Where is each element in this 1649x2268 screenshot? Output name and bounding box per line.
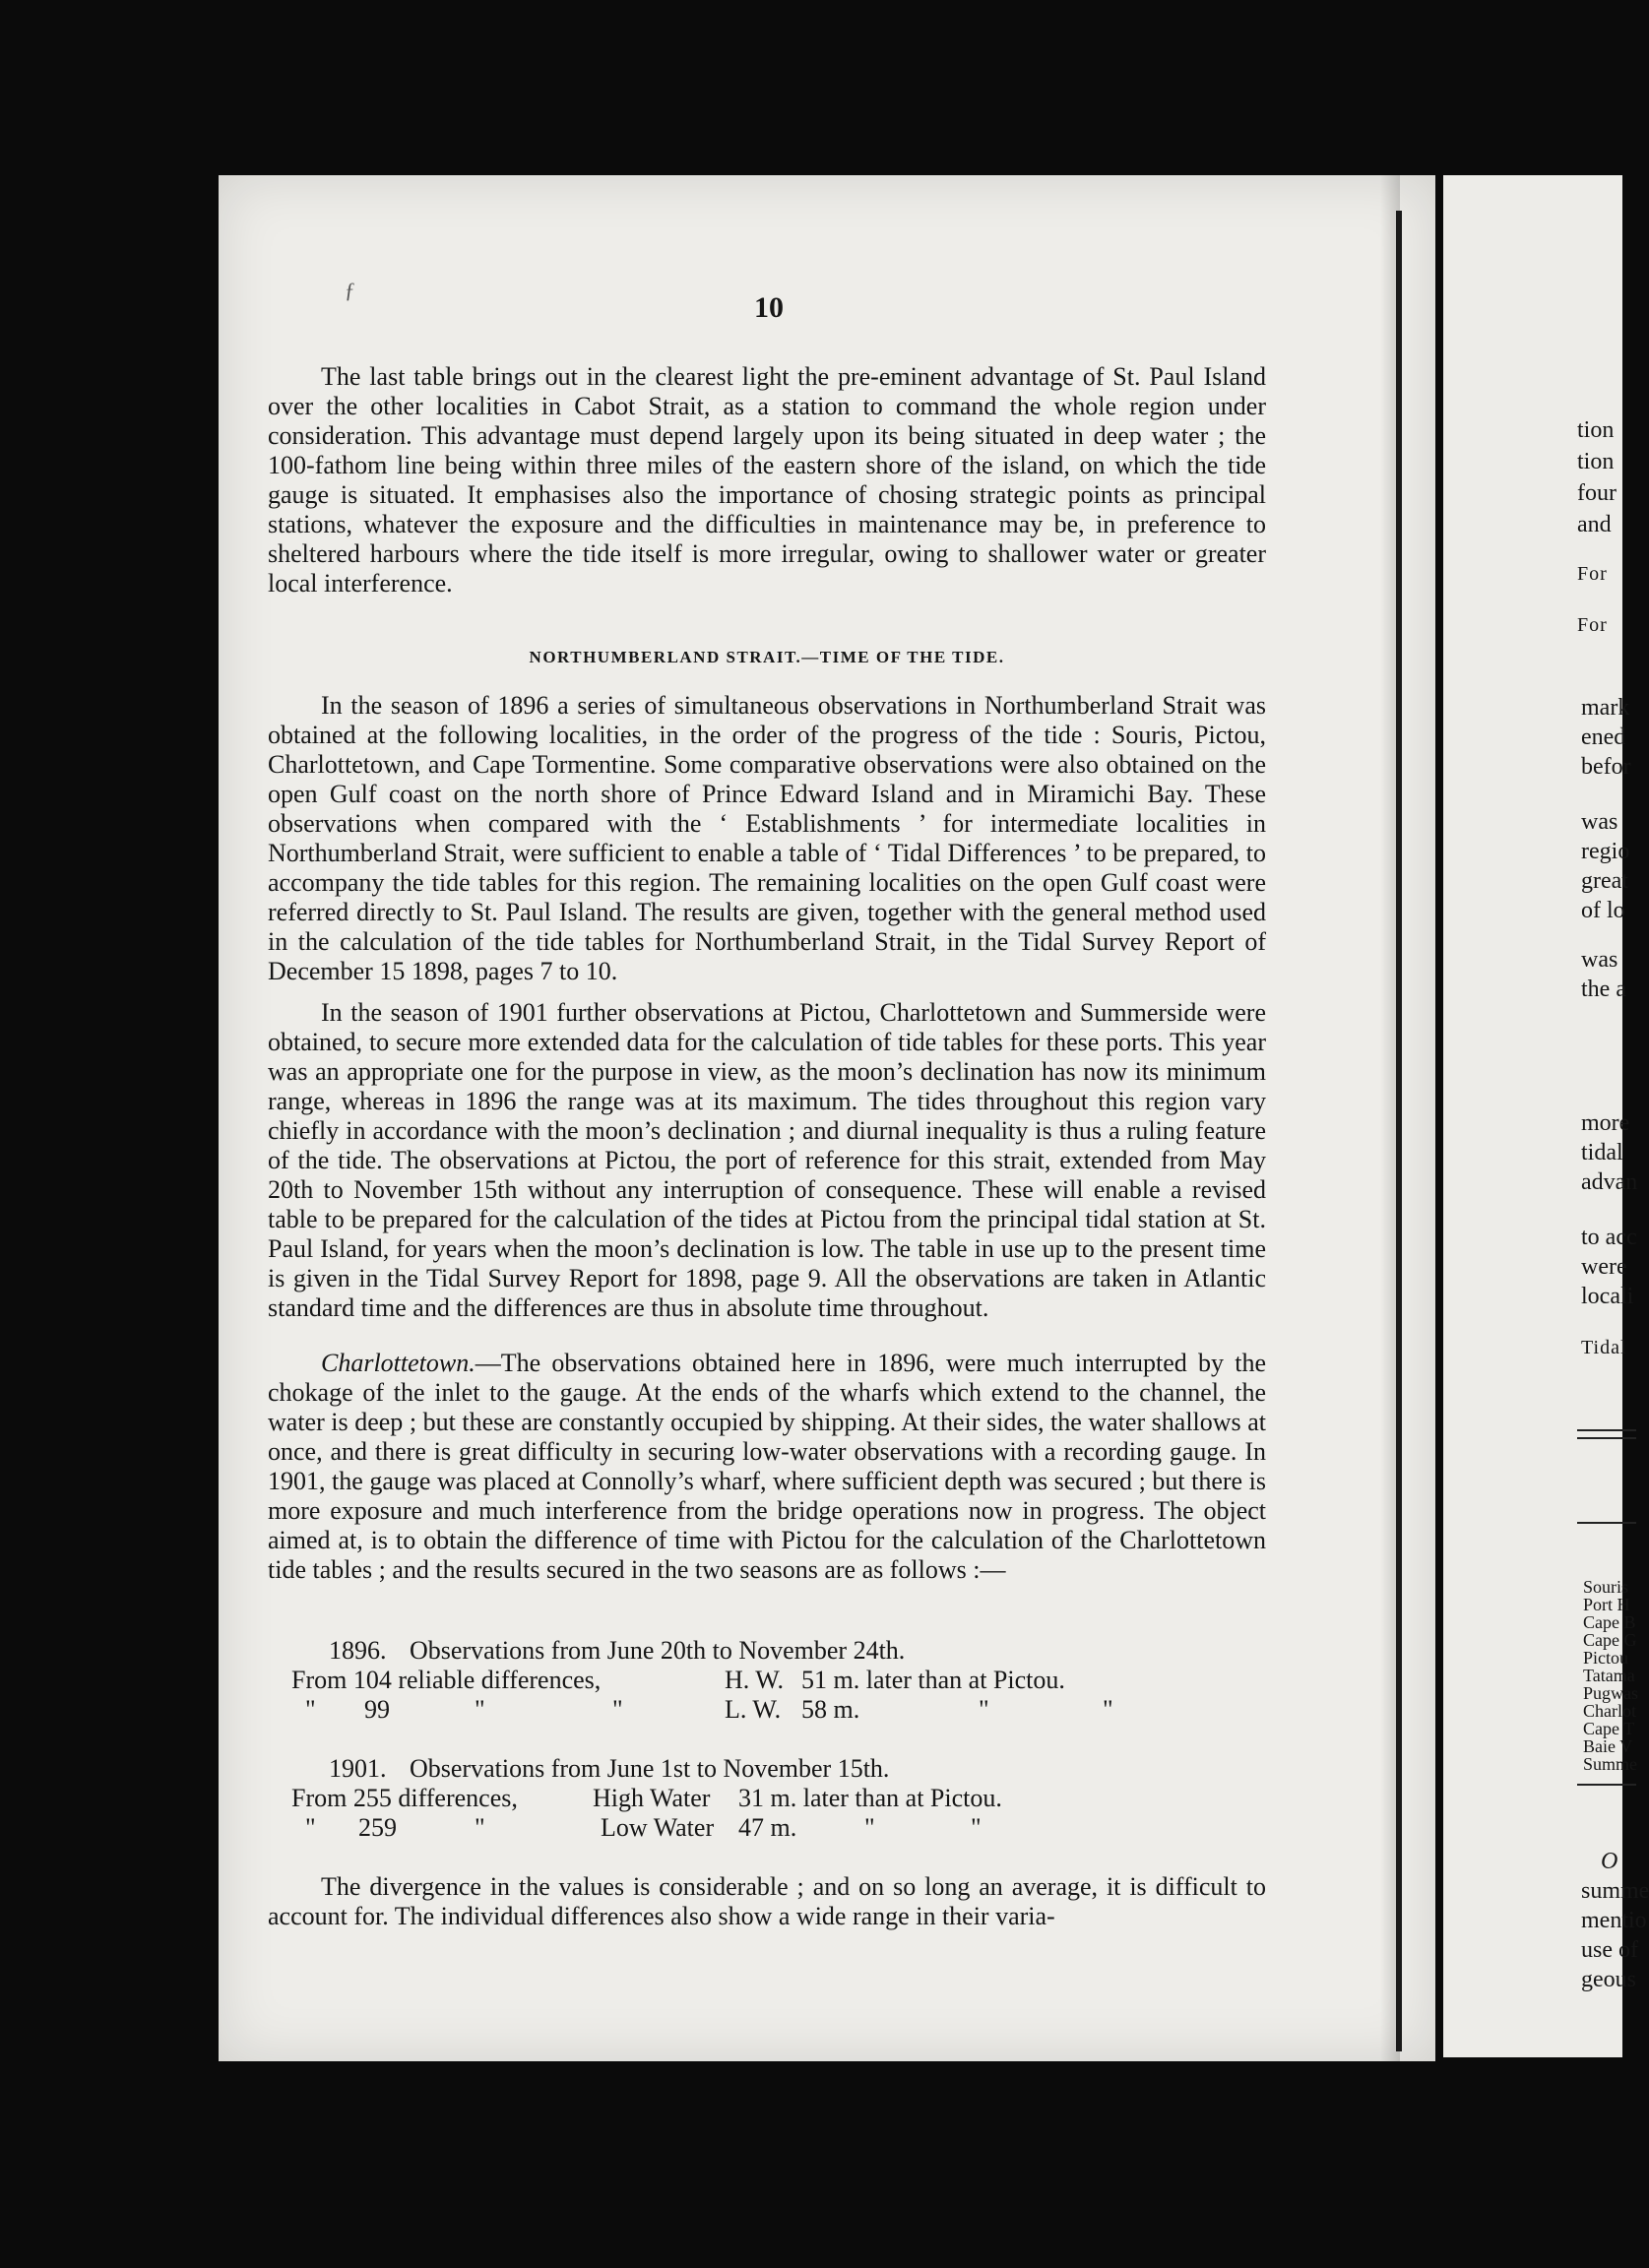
fragment-line: befor xyxy=(1581,754,1631,780)
charlottetown-lead: Charlottetown. xyxy=(321,1349,476,1377)
fragment-line: were xyxy=(1581,1254,1627,1280)
fragment-line: more xyxy=(1581,1110,1630,1136)
paragraph-charlottetown xyxy=(268,1349,1266,1585)
page-mark: ƒ xyxy=(345,278,355,302)
table-rule xyxy=(1577,1784,1636,1786)
obs-value: 58 m. xyxy=(801,1695,860,1724)
paragraph-text: The last table brings out in the clearest light the pre-eminent advantage of St. Paul Island over the other localities in Cabot Strait, as a station to command the whole region under consideration. This advantage must depend largely upon its being situated in deep water ; the 100-fathom line being within three miles of the eastern shore of the island, on which the tide gauge is situated. It emphasises also the importance of chosing strategic points as principal stations, whatever the exposure and the difficulties in maintenance may be, in preference to sheltered harbours where the tide itself is more irregular, owing to shallower water or greater local interference. xyxy=(268,362,1266,598)
left-page xyxy=(219,175,1435,2061)
fragment-line: to acc xyxy=(1581,1225,1637,1250)
obs-row xyxy=(268,1666,1266,1695)
table-locality: Summe xyxy=(1583,1754,1638,1774)
paragraph-divergence xyxy=(268,1872,1266,1931)
table-locality: Port H xyxy=(1583,1595,1630,1614)
fragment-line: was xyxy=(1581,809,1618,835)
observations-1901 xyxy=(268,1754,1266,1843)
obs-water: Low Water xyxy=(601,1813,715,1842)
obs-water: H. W. xyxy=(725,1666,784,1694)
observations-1896 xyxy=(268,1636,1266,1725)
fragment-line: advan xyxy=(1581,1169,1638,1195)
obs-row xyxy=(268,1813,1266,1843)
obs-year: 1901. xyxy=(329,1754,387,1783)
fragment-line: O xyxy=(1601,1849,1618,1874)
obs-row xyxy=(268,1784,1266,1813)
obs-value: 31 m. later than at Pictou. xyxy=(738,1784,1002,1812)
book-gutter xyxy=(1396,211,1402,2051)
ditto-mark: " xyxy=(305,1813,316,1842)
fragment-line: the a xyxy=(1581,976,1626,1002)
table-locality: Charlot xyxy=(1583,1701,1636,1721)
fragment-line: regio xyxy=(1581,839,1630,864)
fragment-line: mentio xyxy=(1581,1908,1647,1933)
fragment-line: great xyxy=(1581,868,1628,894)
fragment-line: ened xyxy=(1581,724,1626,750)
fragment-line: tion xyxy=(1577,449,1615,474)
ditto-mark: " xyxy=(475,1813,485,1842)
paragraph-text: In the season of 1896 a series of simultaneous observations in Northumberland Strait was obtained at the following localities, in the order of the progress of the tide : Souris, Pictou, Charlottetown, and Cape Tormentine. Some comparative observations were also obtained on the open Gulf coast on the north shore of Prince Edward Island and in Miramichi Bay. These observations when compared with the ‘ Establishments ’ for intermediate localities in Northumberland Strait, were sufficient to enable a table of ‘ Tidal Differences ’ to be prepared, to accompany the tide tables for this region. The remaining localities on the open Gulf coast were referred directly to St. Paul Island. The results are given, together with the general method used in the calculation of the tide tables for Northumberland Strait, in the Tidal Survey Report of December 15 1898, pages 7 to 10. xyxy=(268,691,1266,985)
table-locality: Cape B xyxy=(1583,1612,1636,1632)
table-rule xyxy=(1577,1522,1636,1524)
fragment-line: For xyxy=(1577,563,1608,585)
fragment-line: summe xyxy=(1581,1878,1649,1904)
obs-title-line xyxy=(268,1754,1266,1784)
ditto-mark: " xyxy=(971,1813,982,1842)
paragraph-cabot-strait xyxy=(268,362,1266,598)
obs-count: 259 xyxy=(358,1813,397,1842)
obs-count: 99 xyxy=(364,1695,390,1724)
obs-row xyxy=(268,1695,1266,1725)
table-locality: Tatama xyxy=(1583,1666,1635,1685)
obs-water: L. W. xyxy=(725,1695,782,1724)
ditto-mark: " xyxy=(979,1695,989,1724)
fragment-line: For xyxy=(1577,614,1608,636)
fragment-line: was xyxy=(1581,947,1618,973)
table-locality: Souris xyxy=(1583,1577,1629,1597)
paragraph-text xyxy=(268,1349,1266,1585)
section-heading: NORTHUMBERLAND STRAIT.—TIME OF THE TIDE. xyxy=(529,648,1005,666)
obs-water: High Water xyxy=(593,1784,711,1812)
ditto-mark: " xyxy=(475,1695,485,1724)
fragment-line: use of xyxy=(1581,1937,1638,1963)
right-page-fragment xyxy=(1443,175,1649,2057)
fragment-line: tidal xyxy=(1581,1140,1623,1166)
table-rule xyxy=(1577,1429,1636,1431)
paragraph-season-1896 xyxy=(268,691,1266,986)
fragment-line: locali xyxy=(1581,1284,1634,1309)
fragment-line: of lo xyxy=(1581,898,1625,923)
obs-period: Observations from June 1st to November 15th. xyxy=(410,1754,890,1783)
table-locality: Pictou xyxy=(1583,1648,1629,1668)
paragraph-text: In the season of 1901 further observations at Pictou, Charlottetown and Summerside were obtained, to secure more extended data for the calculation of tide tables for these ports. This year was an appropriate one for the purpose in view, as the moon’s declination has now its minimum range, whereas in 1896 the range was at its maximum. The tides throughout this region vary chiefly in accordance with the moon’s declination ; and diurnal inequality is thus a ruling feature of the tide. The observations at Pictou, the port of reference for this strait, extended from May 20th to November 15th without any interruption of consequence. These will enable a revised table to be prepared for the calculation of the tides at Pictou from the principal tidal station at St. Paul Island, for years when the moon’s declination is low. The table in use up to the present time is given in the Tidal Survey Report for 1898, page 9. All the observations are taken in Atlantic standard time and the differences are thus in absolute time throughout. xyxy=(268,998,1266,1322)
obs-value: 51 m. later than at Pictou. xyxy=(801,1666,1065,1694)
table-locality: Baie V xyxy=(1583,1736,1633,1756)
obs-title-line xyxy=(268,1636,1266,1666)
fragment-line: and xyxy=(1577,512,1612,537)
obs-lead: From 104 reliable differences, xyxy=(291,1666,602,1694)
paragraph-text: The divergence in the values is considerable ; and on so long an average, it is difficult to account for. The individual differences also show a wide range in their varia- xyxy=(268,1872,1266,1930)
fragment-line: Tidal xyxy=(1581,1337,1627,1358)
table-locality: Cape T xyxy=(1583,1719,1635,1738)
page-number: 10 xyxy=(754,291,784,324)
ditto-mark: " xyxy=(1103,1695,1113,1724)
fragment-line: four xyxy=(1577,480,1617,506)
fragment-line: geous xyxy=(1581,1967,1636,1992)
table-locality: Cape G xyxy=(1583,1630,1637,1650)
charlottetown-body: —The observations obtained here in 1896, were much interrupted by the chokage of the inlet to the gauge. At the ends of the wharfs which extend to the channel, the water is deep ; but these are constantly occupied by shipping. At their sides, the water shallows at once, and there is great difficulty in securing low-water observations with a recording gauge. In 1901, the gauge was placed at Connolly’s wharf, where sufficient depth was secured ; but there is more exposure and much interference from the bridge operations now in progress. The object aimed at, is to obtain the difference of time with Pictou for the calculation of the Charlottetown tide tables ; and the results secured in the two seasons are as follows :— xyxy=(268,1349,1266,1584)
table-locality: Pugwas xyxy=(1583,1683,1639,1703)
paragraph-season-1901 xyxy=(268,998,1266,1323)
table-rule xyxy=(1577,1437,1636,1439)
obs-value: 47 m. xyxy=(738,1813,797,1842)
ditto-mark: " xyxy=(305,1695,316,1724)
obs-lead: From 255 differences, xyxy=(291,1784,518,1812)
obs-year: 1896. xyxy=(329,1636,387,1665)
ditto-mark: " xyxy=(612,1695,623,1724)
fragment-line: tion xyxy=(1577,417,1615,443)
fragment-line: mark xyxy=(1581,695,1630,721)
ditto-mark: " xyxy=(864,1813,875,1842)
obs-period: Observations from June 20th to November 24th. xyxy=(410,1636,906,1665)
